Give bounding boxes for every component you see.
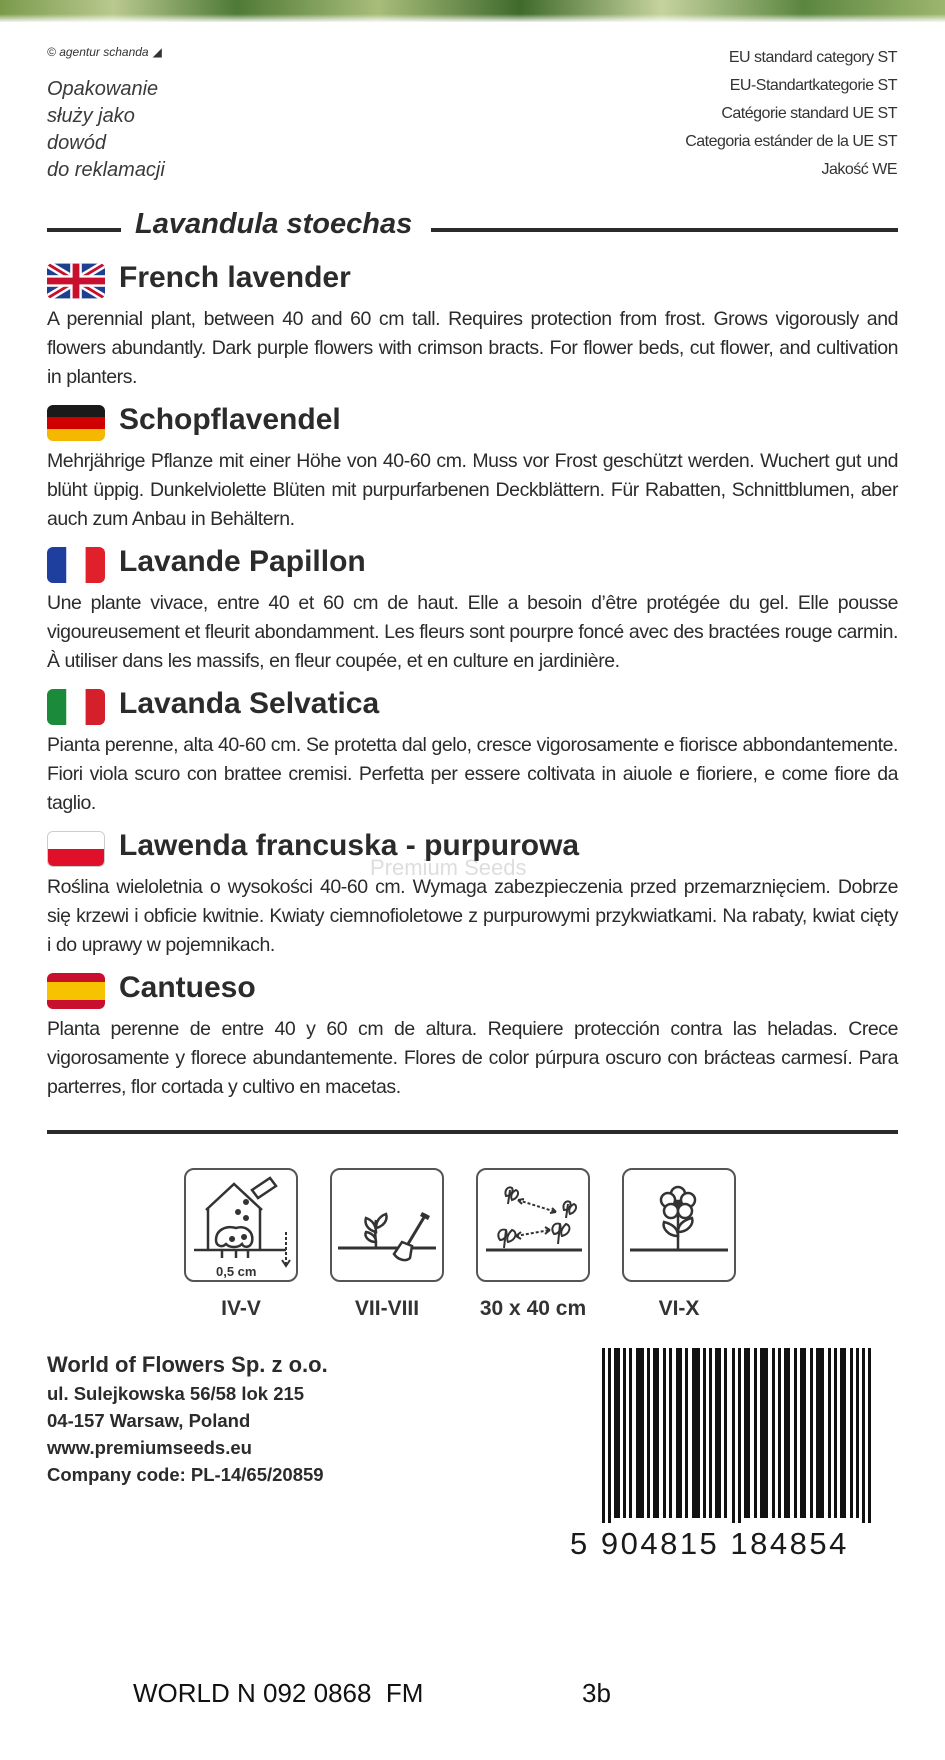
section-description: A perennial plant, between 40 and 60 cm tall. Requires protection from frost. Grows vigorously and flowers abundantly. Dark purple flowers with crimson bracts. For flower beds, cut flower, and cultivation in planters. <box>47 308 898 388</box>
france-flag-icon <box>47 547 105 583</box>
section-description: Roślina wieloletnia o wysokości 40-60 cm. Wymaga zabezpieczenia przed przemarznięciem. Dobrze się krzewi i obficie kwitnie. Kwiaty ciemnofioletowe z purpurowymi przykwiatkami. Na rabaty, kwiat cięty i do uprawy w pojemnikach. <box>47 876 898 956</box>
uk-flag-icon <box>47 263 105 299</box>
company-address: ul. Sulejkowska 56/58 lok 215 <box>47 1383 305 1404</box>
planting-out-icon <box>330 1168 444 1282</box>
germany-flag-icon <box>47 405 105 441</box>
company-info <box>47 1350 328 1488</box>
agency-logo-icon: ◢ <box>152 45 162 59</box>
barcode-digits: 5 904815 184854 <box>570 1526 849 1561</box>
company-website: www.premiumseeds.eu <box>47 1437 252 1458</box>
section-title: French lavender <box>119 261 351 294</box>
ean-barcode <box>592 1348 892 1523</box>
note-line: Opakowanie <box>47 78 159 100</box>
sowing-indoor-icon <box>184 1168 298 1282</box>
eu-standard-category <box>685 44 897 184</box>
flowering-icon <box>622 1168 736 1282</box>
note-line: dowód <box>47 132 106 154</box>
spacing-icon <box>476 1168 590 1282</box>
section-title: Cantueso <box>119 971 256 1004</box>
section-divider <box>47 1130 898 1134</box>
complaint-note <box>47 76 197 184</box>
standard-line: EU-Standartkategorie ST <box>729 77 897 94</box>
spain-flag-icon <box>47 973 105 1009</box>
sowing-depth-label: 0,5 cm <box>216 1264 257 1279</box>
agency-credit: © agentur schanda ◢ <box>47 45 162 59</box>
divider-left <box>47 228 121 232</box>
section-description: Planta perenne de entre 40 y 60 cm de altura. Requiere protección contra las heladas. Crece vigorosamente y florece abundantemente. Flores de color púrpura oscuro con brácteas carmesí. Para parterres, flor cortada y cultivo en macetas. <box>47 1018 898 1098</box>
poland-flag-icon <box>47 831 105 867</box>
section-description: Une plante vivace, entre 40 et 60 cm de haut. Elle a besoin d’être protégée du gel. Elle pousse vigoureusement et fleurit abondamment. Les fleurs sont pourpre foncé avec des bractées rouge carmin. À utiliser dans les massifs, en fleur coupée, et en culture en jardinière. <box>47 592 898 672</box>
planting-period-label: VII-VIII <box>354 1297 420 1320</box>
company-city: 04-157 Warsaw, Poland <box>47 1410 251 1431</box>
company-name: World of Flowers Sp. z o.o. <box>47 1352 328 1377</box>
latin-name: Lavandula stoechas <box>135 208 413 240</box>
section-title: Lawenda francuska - purpurowa <box>119 829 580 862</box>
section-description: Mehrjährige Pflanze mit einer Höhe von 40-60 cm. Muss vor Frost geschützt werden. Wuchert gut und blüht üppig. Dunkelviolette Blüten mit purpurfarbenen Deckblättern. Für Rabatten, Schnittblumen, aber auch zum Anbau in Behältern. <box>47 450 898 530</box>
company-code: Company code: PL-14/65/20859 <box>47 1464 324 1485</box>
sowing-period-label: IV-V <box>221 1297 261 1320</box>
standard-line: Catégorie standard UE ST <box>721 105 897 122</box>
standard-line: Jakość WE <box>821 161 897 178</box>
section-title: Schopflavendel <box>119 403 341 436</box>
note-line: do reklamacji <box>47 159 165 181</box>
section-title: Lavanda Selvatica <box>119 687 380 720</box>
spacing-label: 30 x 40 cm <box>479 1297 587 1320</box>
standard-line: EU standard category ST <box>728 49 897 66</box>
watermark: Premium Seeds <box>370 855 527 880</box>
section-title: Lavande Papillon <box>119 545 366 578</box>
standard-line: Categoria estánder de la UE ST <box>685 133 897 150</box>
flowering-period-label: VI-X <box>658 1297 700 1320</box>
note-line: służy jako <box>47 105 135 127</box>
header-photo-strip <box>0 0 945 22</box>
print-code: WORLD N 092 0868 FM <box>133 1678 424 1708</box>
section-description: Pianta perenne, alta 40-60 cm. Se protetta dal gelo, cresce vigorosamente e fiorisce abbondantemente. Fiori viola scuro con brattee cremisi. Perfetta per essere coltivata in aiuole e fioriere, e come fiore da taglio. <box>47 734 898 814</box>
divider-right <box>431 228 898 232</box>
side-marker: 3b <box>582 1678 611 1708</box>
agency-name: agentur schanda <box>59 45 149 59</box>
italy-flag-icon <box>47 689 105 725</box>
latin-name-row <box>47 208 898 244</box>
